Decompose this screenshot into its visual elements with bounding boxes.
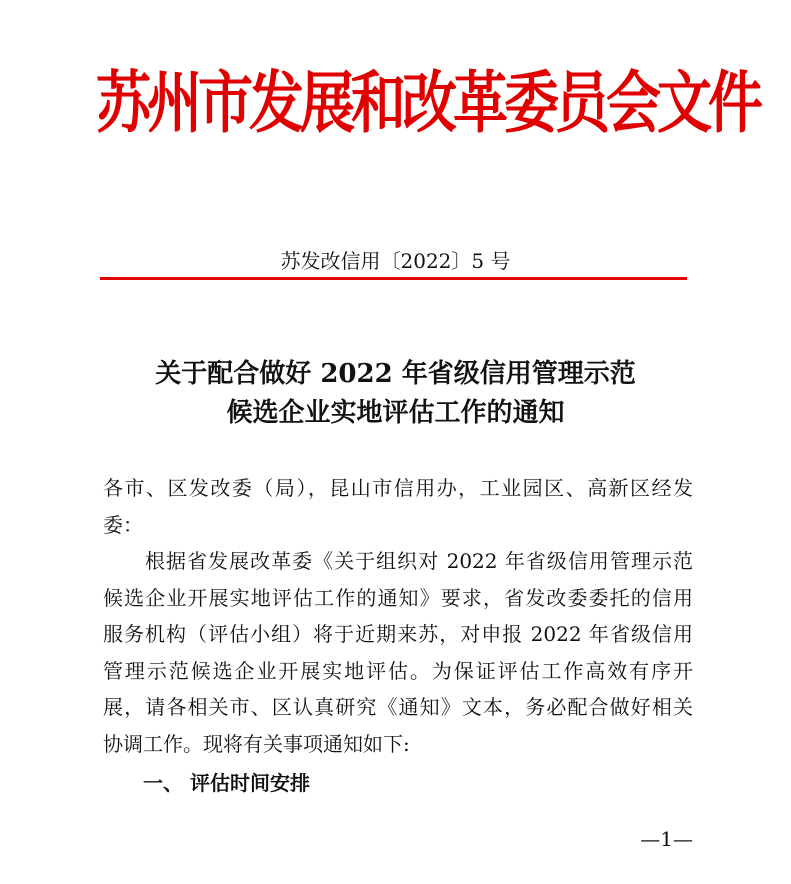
- title-line-1: 关于配合做好 2022 年省级信用管理示范: [155, 359, 636, 389]
- document-number: 苏发改信用〔2022〕5 号: [280, 249, 511, 273]
- page-number: —1—: [640, 827, 693, 851]
- paragraph-line-2: 候选企业开展实地评估工作的通知》要求，省发改委委托的信用: [103, 585, 693, 610]
- paragraph-line-3: 服务机构（评估小组）将于近期来苏，对申报 2022 年省级信用: [103, 622, 693, 646]
- addressee-line-2: 委：: [103, 512, 143, 537]
- notice-body: [103, 470, 693, 762]
- masthead-title: 苏州市发展和改革委员会文件: [96, 62, 760, 142]
- addressee-line-1: 各市、区发改委（局），昆山市信用办，工业园区、高新区经发: [103, 476, 693, 500]
- paragraph-line-4: 管理示范候选企业开展实地评估。为保证评估工作高效有序开: [103, 658, 693, 683]
- title-line-2: 候选企业实地评估工作的通知: [226, 398, 565, 428]
- red-divider-line: [100, 277, 687, 280]
- notice-title: [0, 355, 791, 433]
- paragraph-line-5: 展，请各相关市、区认真研究《通知》文本，务必配合做好相关: [103, 695, 693, 719]
- section-heading: 一、 评估时间安排: [143, 771, 310, 795]
- paragraph-line-6: 协调工作。现将有关事项通知如下:: [103, 731, 410, 756]
- paragraph-line-1: 根据省发展改革委《关于组织对 2022 年省级信用管理示范: [145, 549, 693, 573]
